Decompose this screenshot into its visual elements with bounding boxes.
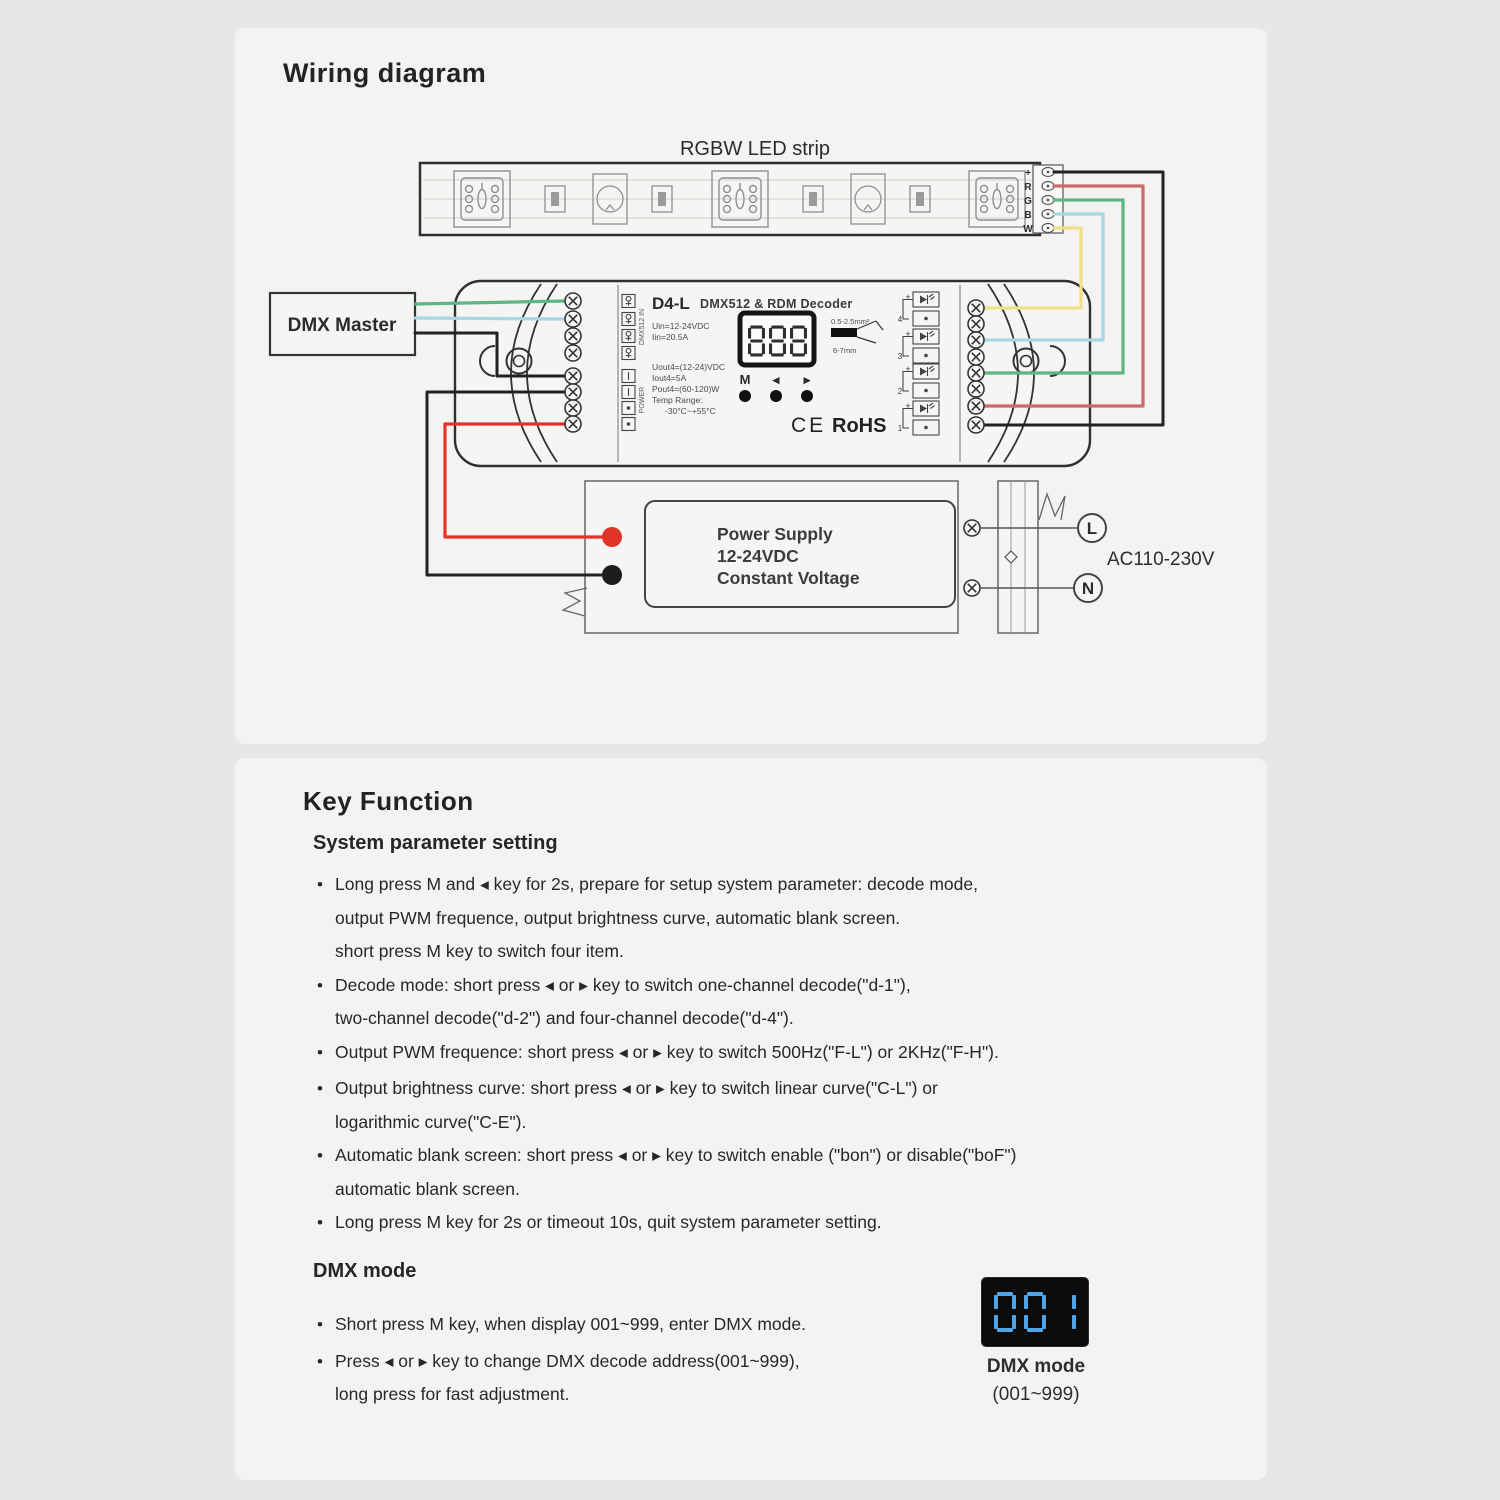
neutral-label: N	[1081, 579, 1095, 598]
mounting-ear-icon	[1039, 494, 1065, 520]
bullet-line: Long press M key for 2s or timeout 10s, quit system parameter setting.	[335, 1212, 882, 1232]
spec-line: Uin=12-24VDC	[652, 321, 710, 331]
power-supply	[563, 481, 1215, 633]
channel-number: 4	[897, 315, 903, 324]
strip-terminal-g: G	[1024, 196, 1032, 207]
bullet-line: short press M key to switch four item.	[335, 941, 624, 961]
bullet-dot	[317, 868, 335, 969]
power-in-label: POWER	[639, 386, 646, 414]
spec-line: Pout4=(60-120)W	[652, 384, 720, 394]
solder-pad	[1042, 168, 1054, 177]
dmx-master-label: DMX Master	[287, 315, 397, 336]
solder-pad	[1042, 182, 1054, 191]
decoder-display	[744, 321, 810, 361]
wire-gauge-label: 0.5-2.5mm²	[831, 317, 870, 326]
solder-pad	[1042, 210, 1054, 219]
bullet-item	[317, 1036, 1217, 1073]
channel-plus-label: +	[905, 364, 911, 374]
channel-number: 1	[897, 424, 903, 433]
bullet-dot	[317, 1345, 335, 1412]
spec-line: Iin=20.5A	[652, 332, 689, 342]
bullet-item	[317, 1206, 1217, 1243]
power-supply-line1: Power Supply	[717, 524, 833, 544]
bullet-dot	[317, 1206, 335, 1243]
strip-terminal-w: W	[1023, 224, 1033, 235]
power-supply-line2: 12-24VDC	[717, 546, 799, 566]
decoder-model: D4-L	[652, 294, 690, 313]
dc-plus-terminal	[602, 527, 622, 547]
solder-pad	[1042, 196, 1054, 205]
channel-number: 3	[897, 352, 903, 361]
bullet-dot	[317, 969, 335, 1036]
bullet-item	[317, 969, 1217, 1036]
bullet-line: long press for fast adjustment.	[335, 1384, 570, 1404]
solder-pad	[1042, 224, 1054, 233]
led-strip	[420, 138, 1063, 235]
strip-terminal-r: R	[1024, 182, 1032, 193]
wiring-diagram	[235, 28, 1267, 744]
bullet-line: output PWM frequence, output brightness curve, automatic blank screen.	[335, 907, 901, 928]
dmx-address-display	[981, 1277, 1089, 1347]
bullet-line: automatic blank screen.	[335, 1178, 520, 1199]
bullet-dot	[317, 1308, 335, 1345]
bullet-line: Output PWM frequence: short press ◂ or ▸ key to switch 500Hz("F-L") or 2KHz("F-H").	[335, 1041, 999, 1062]
m-button-icon	[739, 390, 751, 402]
channel-plus-label: +	[905, 292, 911, 302]
dmx-in-label: DMX512 IN	[639, 308, 646, 346]
decoder-name: DMX512 & RDM Decoder	[700, 297, 853, 311]
left-button-icon	[770, 390, 782, 402]
strip-length-label: 6-7mm	[833, 346, 857, 355]
system-parameter-subtitle: System parameter setting	[313, 832, 558, 854]
line-label: L	[1086, 519, 1098, 538]
dc-minus-terminal	[602, 565, 622, 585]
ac-terminal-block	[998, 481, 1038, 633]
power-supply-line3: Constant Voltage	[717, 568, 860, 588]
bullet-line: Decode mode: short press ◂ or ▸ key to switch one-channel decode("d-1"),	[335, 974, 911, 995]
dmx-mode-heading: DMX mode	[313, 1260, 417, 1282]
channel-plus-label: +	[905, 329, 911, 339]
bullet-line: Automatic blank screen: short press ◂ or ▸ key to switch enable ("bon") or disable("boF")	[335, 1145, 1017, 1165]
channel-number: 2	[897, 387, 903, 396]
bullet-line: Short press M key, when display 001~999, enter DMX mode.	[335, 1314, 806, 1334]
page-title: Wiring diagram	[283, 58, 487, 88]
spec-line: Iout4=5A	[652, 373, 687, 383]
mounting-ear-icon	[563, 588, 587, 616]
spec-line: -30°C~+55°C	[665, 406, 716, 416]
ce-mark: CE	[791, 414, 827, 437]
led-strip-label: RGBW LED strip	[679, 138, 831, 160]
dmx-master	[270, 293, 415, 355]
bullet-item	[317, 868, 1217, 969]
strip-terminal-b: B	[1024, 210, 1032, 221]
m-button-label: M	[739, 372, 751, 387]
key-function-title: Key Function	[303, 786, 474, 816]
left-button-label: ◂	[772, 372, 780, 387]
wire-dmx-blue	[415, 318, 565, 319]
bullet-line: Long press M and ◂ key for 2s, prepare for setup system parameter: decode mode,	[335, 874, 978, 894]
bullet-dot	[317, 1139, 335, 1206]
right-button-label: ▸	[803, 372, 811, 387]
spec-line: Temp Range:	[652, 395, 703, 405]
dmx-display-caption: DMX mode	[986, 1356, 1086, 1377]
bullet-line: two-channel decode("d-2") and four-channel decode("d-4").	[335, 1008, 794, 1028]
right-button-icon	[801, 390, 813, 402]
strip-terminal-plus: +	[1025, 168, 1031, 179]
power-supply-face	[645, 501, 955, 607]
key-function-list	[317, 868, 1217, 1243]
bullet-dot	[317, 1072, 335, 1139]
bullet-item	[317, 1139, 1217, 1206]
bullet-line: Press ◂ or ▸ key to change DMX decode address(001~999),	[335, 1350, 800, 1371]
spec-line: Uout4=(12-24)VDC	[652, 362, 725, 372]
bullet-line: Output brightness curve: short press ◂ or ▸ key to switch linear curve("C-L") or	[335, 1078, 938, 1098]
wire-gauge-icon	[831, 328, 857, 337]
rohs-mark: RoHS	[832, 415, 887, 437]
bullet-item	[317, 1072, 1217, 1139]
dmx-display-range: (001~999)	[992, 1384, 1080, 1405]
bullet-dot	[317, 1036, 335, 1073]
bullet-line: logarithmic curve("C-E").	[335, 1111, 527, 1132]
ac-voltage-label: AC110-230V	[1107, 549, 1215, 570]
channel-plus-label: +	[905, 401, 911, 411]
